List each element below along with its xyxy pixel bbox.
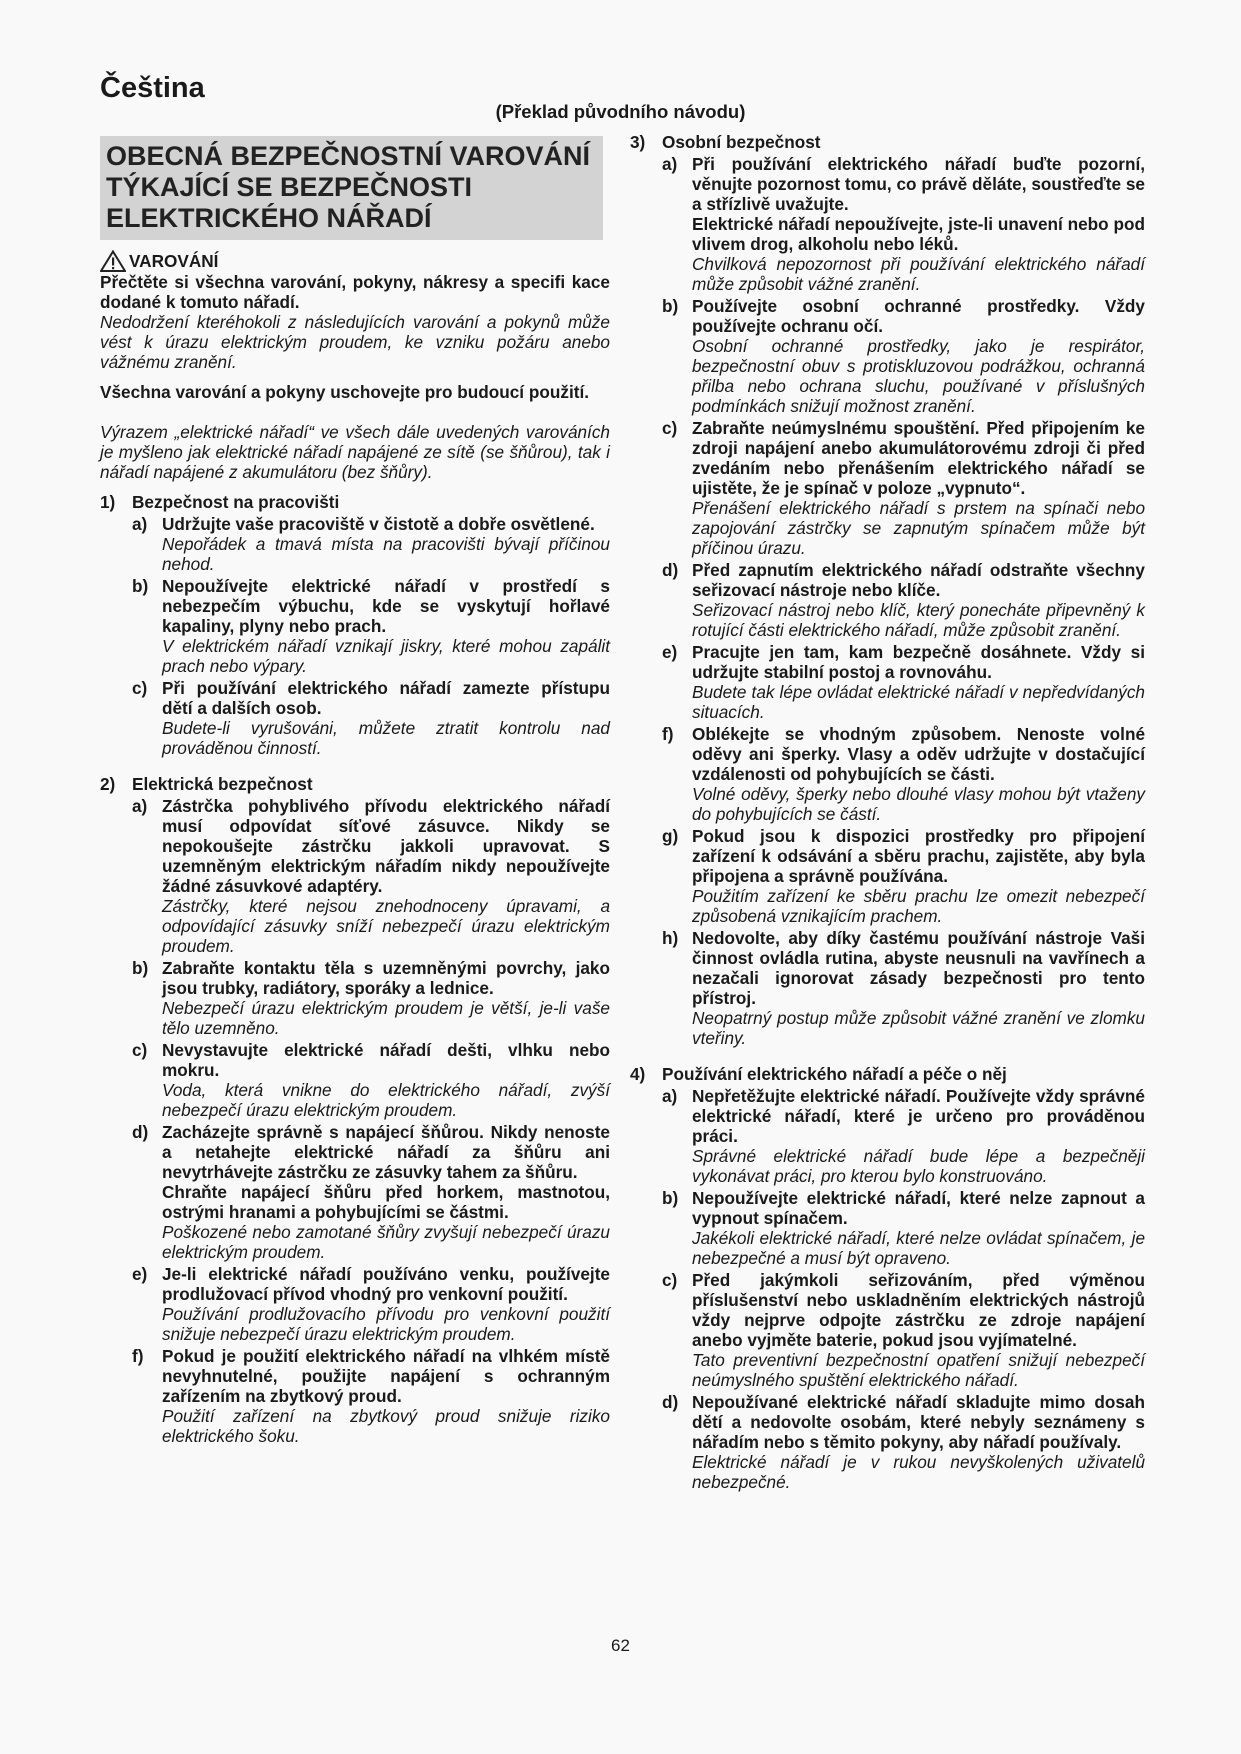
warning-heading [100, 250, 610, 272]
section-title: 1) Bezpečnost na pracovišti [100, 492, 340, 512]
warning-label: VAROVÁNÍ [129, 251, 219, 271]
list-item: e) Je-li elektrické nářadí používáno venku, používejte prodlužovací přívod vhodný pro venkovní použití. Používání prodlužovacího přívodu pro venkovní použití snižuje nebezpečí úrazu elektrickým proudem. [132, 1264, 610, 1344]
list-item: b) Zabraňte kontaktu těla s uzemněnými povrchy, jako jsou trubky, radiátory, sporáky a lednice. Nebezpečí úrazu elektrickým proudem je větší, je-li vaše tělo uzemněno. [132, 958, 610, 1038]
section-title: 2) Elektrická bezpečnost [100, 774, 313, 794]
list-item: g) Pokud jsou k dispozici prostředky pro připojení zařízení k odsávání a sběru prachu, zajistěte, aby byla připojena a správně používána. Použitím zařízení ke sběru prachu lze omezit nebezpečí způsobená vznikajícím prachem. [662, 826, 1145, 926]
list-item: c) Zabraňte neúmyslnému spouštění. Před připojením ke zdroji napájení anebo akumulátorovému zdroji či před zvedáním nebo přenášením elektrického nářadí se ujistěte, že je spínač v poloze „vypnuto“. Přenášení elektrického nářadí s prstem na spínači nebo zapojování zástrčky se zapnutým spínačem může být příčinou úrazu. [662, 418, 1145, 558]
page-number: 62 [611, 1636, 630, 1655]
section-3 [630, 132, 1145, 1048]
list-item: d) Nepoužívané elektrické nářadí skladujte mimo dosah dětí a nedovolte osobám, které nebyly seznámeny s nářadím nebo s těmito pokyny, aby nářadí používaly. Elektrické nářadí je v rukou nevyškolených uživatelů nebezpečné. [662, 1392, 1145, 1492]
main-title-line: ELEKTRICKÉHO NÁŘADÍ [106, 203, 432, 233]
warning-italic-text: Nedodržení kteréhokoli z následujících varování a pokynů může vést k úrazu elektrickým proudem, ke vzniku požáru anebo vážnému zranění. [100, 312, 610, 372]
keep-instructions-text: Všechna varování a pokyny uschovejte pro budoucí použití. [100, 382, 589, 402]
list-item: a) Při používání elektrického nářadí buďte pozorní, věnujte pozornost tomu, co právě děláte, soustřeďte se a střízlivě uvažujte. Elektrické nářadí nepoužívejte, jste-li unavení nebo pod vlivem drog, alkoholu nebo léků. Chvilková nepozornost při používání elektrického nářadí může způsobit vážné zranění. [662, 154, 1145, 294]
list-item: d) Před zapnutím elektrického nářadí odstraňte všechny seřizovací nástroje nebo klíče. Seřizovací nástroj nebo klíč, který ponecháte připevněný k rotující části elektrického nářadí, může způsobit zranění. [662, 560, 1145, 640]
list-item: a) Nepřetěžujte elektrické nářadí. Používejte vždy správné elektrické nářadí, které je určeno pro prováděnou práci. Správné elektrické nářadí bude lépe a bezpečněji vykonávat práci, pro kterou bylo konstruováno. [662, 1086, 1145, 1186]
list-item: e) Pracujte jen tam, kam bezpečně dosáhnete. Vždy si udržujte stabilní postoj a rovnováhu. Budete tak lépe ovládat elektrické nářadí v nepředvídaných situacích. [662, 642, 1145, 722]
list-item: b) Nepoužívejte elektrické nářadí, které nelze zapnout a vypnout spínačem. Jakékoli elektrické nářadí, které nelze ovládat spínačem, je nebezpečné a musí být opraveno. [662, 1188, 1145, 1268]
list-item: c) Před jakýmkoli seřizováním, před výměnou příslušenství nebo uskladněním elektrických nástrojů vždy nejprve odpojte zástrčku ze zdroje napájení anebo vyjměte baterie, pokud jsou vyjímatelné. Tato preventivní bezpečnostní opatření snižují nebezpečí neúmyslného spuštění elektrického nářadí. [662, 1270, 1145, 1390]
warning-bold-text: Přečtěte si všechna varování, pokyny, nákresy a specifi kace dodané k tomuto nářadí. [100, 272, 610, 312]
main-title-line: OBECNÁ BEZPEČNOSTNÍ VAROVÁNÍ [106, 141, 591, 171]
list-item: c) Při používání elektrického nářadí zamezte přístupu dětí a dalších osob. Budete-li vyrušováni, můžete ztratit kontrolu nad prováděnou činností. [132, 678, 610, 758]
right-column [630, 132, 1145, 1492]
section-4 [630, 1064, 1145, 1492]
main-title-box [100, 136, 603, 240]
definition-text: Výrazem „elektrické nářadí“ ve všech dále uvedených varováních je myšleno jak elektrické nářadí napájené ze sítě (se šňůrou), tak i nářadí napájené z akumulátoru (bez šňůry). [100, 422, 610, 482]
list-item: b) Používejte osobní ochranné prostředky. Vždy používejte ochranu očí. Osobní ochranné prostředky, jako je respirátor, bezpečnostní obuv s protiskluzovou podrážkou, ochranná přilba nebo ochrana sluchu, používané v příslušných podmínkách snižují možnost zranění. [662, 296, 1145, 416]
list-item: a) Udržujte vaše pracoviště v čistotě a dobře osvětlené. Nepořádek a tmavá místa na pracovišti bývají příčinou nehod. [132, 514, 610, 574]
list-item: d) Zacházejte správně s napájecí šňůrou. Nikdy nenoste a netahejte elektrické nářadí za šňůru ani nevytrhávejte zástrčku ze zásuvky tahem za šňůru. Chraňte napájecí šňůru před horkem, mastnotou, ostrými hranami a pohybujícími se částmi. Poškozené nebo zamotané šňůry zvyšují nebezpečí úrazu elektrickým proudem. [132, 1122, 610, 1262]
list-item: f) Oblékejte se vhodným způsobem. Nenoste volné oděvy ani šperky. Vlasy a oděv udržujte v dostačující vzdálenosti od pohybujících se části. Volné oděvy, šperky nebo dlouhé vlasy mohou být vtaženy do pohybujících se částí. [662, 724, 1145, 824]
list-item: b) Nepoužívejte elektrické nářadí v prostředí s nebezpečím výbuchu, kde se vyskytují hořlavé kapaliny, plyny nebo prach. V elektrickém nářadí vznikají jiskry, které mohou zapálit prach nebo výpary. [132, 576, 610, 676]
translation-note: (Překlad původního návodu) [495, 101, 746, 122]
section-2 [100, 774, 610, 1446]
section-title: 3) Osobní bezpečnost [630, 132, 821, 152]
list-item: a) Zástrčka pohyblivého přívodu elektrického nářadí musí odpovídat síťové zásuvce. Nikdy se nepokoušejte zástrčku jakkoli upravovat. S uzemněným elektrickým nářadím nikdy nepoužívejte žádné zásuvkové adaptéry. Zástrčky, které nejsou znehodnoceny úpravami, a odpovídající zásuvky sníží nebezpečí úrazu elektrickým proudem. [132, 796, 610, 956]
list-item: h) Nedovolte, aby díky častému používání nástroje Vaši činnost ovládla rutina, abyste neusnuli na vavřínech a nezačali ignorovat zásady bezpečnosti pro tento přístroj. Neopatrný postup může způsobit vážné zranění ve zlomku vteřiny. [662, 928, 1145, 1048]
left-column [100, 132, 610, 1446]
list-item: c) Nevystavujte elektrické nářadí dešti, vlhku nebo mokru. Voda, která vnikne do elektrického nářadí, zvýší nebezpečí úrazu elektrickým proudem. [132, 1040, 610, 1120]
section-title: 4) Používání elektrického nářadí a péče o něj [630, 1064, 1007, 1084]
list-item: f) Pokud je použití elektrického nářadí na vlhkém místě nevyhnutelné, použijte napájení s ochranným zařízením na zbytkový proud. Použití zařízení na zbytkový proud snižuje riziko elektrického šoku. [132, 1346, 610, 1446]
section-1 [100, 492, 610, 758]
main-title-line: TÝKAJÍCÍ SE BEZPEČNOSTI [106, 172, 473, 202]
warning-triangle-icon [100, 250, 126, 272]
language-heading: Čeština [100, 72, 205, 104]
